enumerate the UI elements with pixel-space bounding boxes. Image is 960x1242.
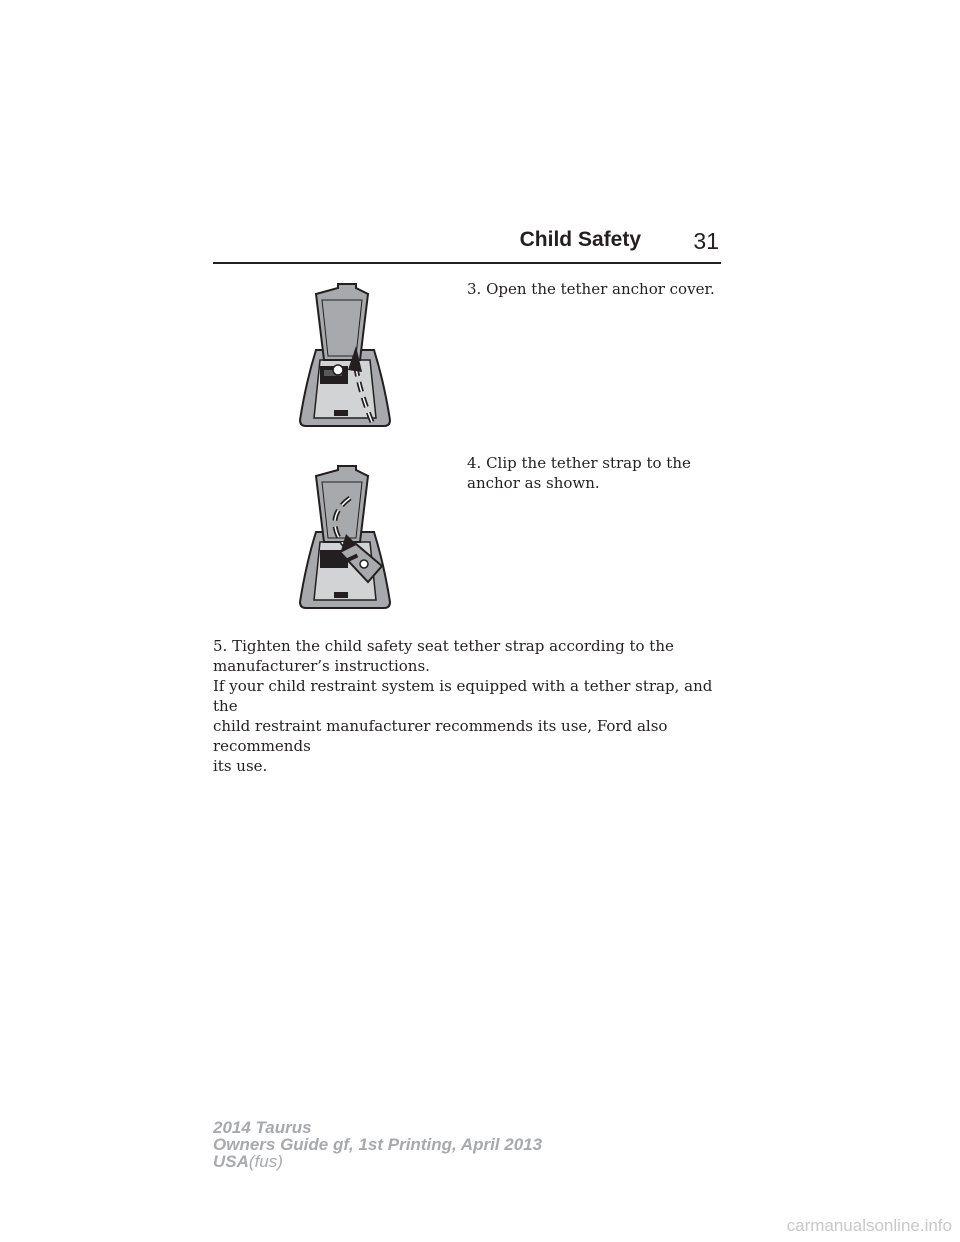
step-4-line-1: 4. Clip the tether strap to the [467,454,691,472]
tether-anchor-cover-open-illustration [298,272,396,432]
tether-hook-hole [360,560,368,568]
tether-strap-clip-illustration [298,456,396,612]
info-line-2: child restraint manufacturer recommends its use, Ford also recommends [213,717,668,755]
section-title: Child Safety [519,228,641,251]
page-header [213,228,721,264]
info-paragraph [213,676,733,776]
step-5-line-2: manufacturer’s instructions. [213,657,430,675]
footer-region-code: (fus) [248,1152,283,1171]
footer-model: 2014 Taurus [213,1118,312,1137]
watermark: carmanualsonline.info [786,1216,952,1235]
step-5-paragraph [213,636,733,676]
anchor-base-notch [334,410,348,416]
page-number: 31 [693,228,719,254]
info-line-1: If your child restraint system is equipped with a tether strap, and the [213,677,713,715]
anchor-base-notch [334,592,348,598]
step-4-line-2: anchor as shown. [467,474,600,492]
step-5-line-1: 5. Tighten the child safety seat tether strap according to the [213,637,674,655]
info-line-3: its use. [213,757,268,775]
step-4-text [467,453,717,493]
document-footer [213,1119,542,1170]
footer-printing: Owners Guide gf, 1st Printing, April 2013 [213,1135,543,1154]
step-3-text: 3. Open the tether anchor cover. [467,280,715,298]
cover-flap [316,284,368,360]
anchor-bolt [333,365,343,375]
footer-region: USA [213,1152,249,1171]
